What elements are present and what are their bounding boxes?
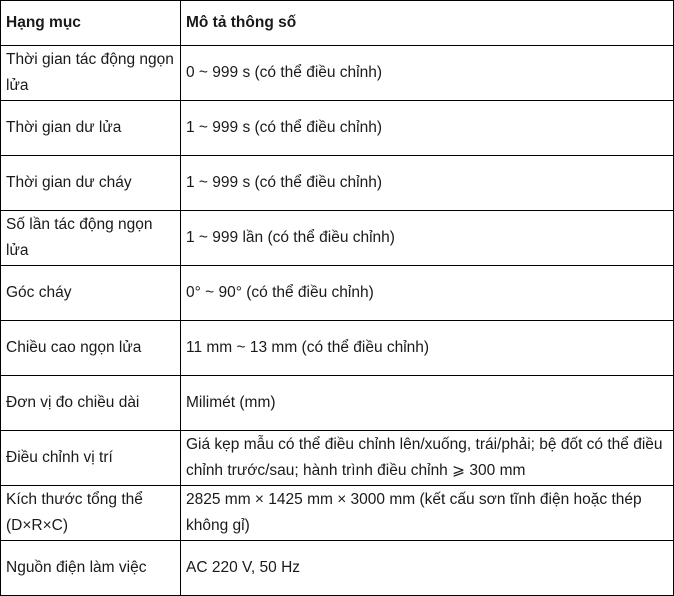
row-description: 11 mm ~ 13 mm (có thể điều chỉnh) <box>181 321 674 376</box>
row-item: Thời gian tác động ngọn lửa <box>1 46 181 101</box>
row-item: Thời gian dư lửa <box>1 101 181 156</box>
row-item: Góc cháy <box>1 266 181 321</box>
header-item: Hạng mục <box>1 1 181 46</box>
row-description: Giá kẹp mẫu có thể điều chỉnh lên/xuống, trái/phải; bệ đốt có thể điều chỉnh trước/sau; hành trình điều chỉnh ⩾ 300 mm <box>181 431 674 486</box>
table-row <box>1 431 674 486</box>
row-description: 0 ~ 999 s (có thể điều chỉnh) <box>181 46 674 101</box>
row-item: Kích thước tổng thể (D×R×C) <box>1 486 181 541</box>
table-row <box>1 46 674 101</box>
row-item: Đơn vị đo chiều dài <box>1 376 181 431</box>
table-row <box>1 211 674 266</box>
table-row <box>1 266 674 321</box>
row-item: Điều chỉnh vị trí <box>1 431 181 486</box>
row-description: 1 ~ 999 s (có thể điều chỉnh) <box>181 156 674 211</box>
row-description: 0° ~ 90° (có thể điều chỉnh) <box>181 266 674 321</box>
header-description: Mô tả thông số <box>181 1 674 46</box>
table-row <box>1 321 674 376</box>
table-header-row <box>1 1 674 46</box>
row-description: 1 ~ 999 lần (có thể điều chỉnh) <box>181 211 674 266</box>
row-item: Thời gian dư cháy <box>1 156 181 211</box>
row-item: Số lần tác động ngọn lửa <box>1 211 181 266</box>
row-description: 1 ~ 999 s (có thể điều chỉnh) <box>181 101 674 156</box>
row-description: Milimét (mm) <box>181 376 674 431</box>
row-description: 2825 mm × 1425 mm × 3000 mm (kết cấu sơn tĩnh điện hoặc thép không gỉ) <box>181 486 674 541</box>
table-row <box>1 376 674 431</box>
table-row <box>1 156 674 211</box>
row-item: Nguồn điện làm việc <box>1 541 181 596</box>
row-item: Chiều cao ngọn lửa <box>1 321 181 376</box>
table-row <box>1 486 674 541</box>
table-row <box>1 541 674 596</box>
row-description: AC 220 V, 50 Hz <box>181 541 674 596</box>
table-row <box>1 101 674 156</box>
